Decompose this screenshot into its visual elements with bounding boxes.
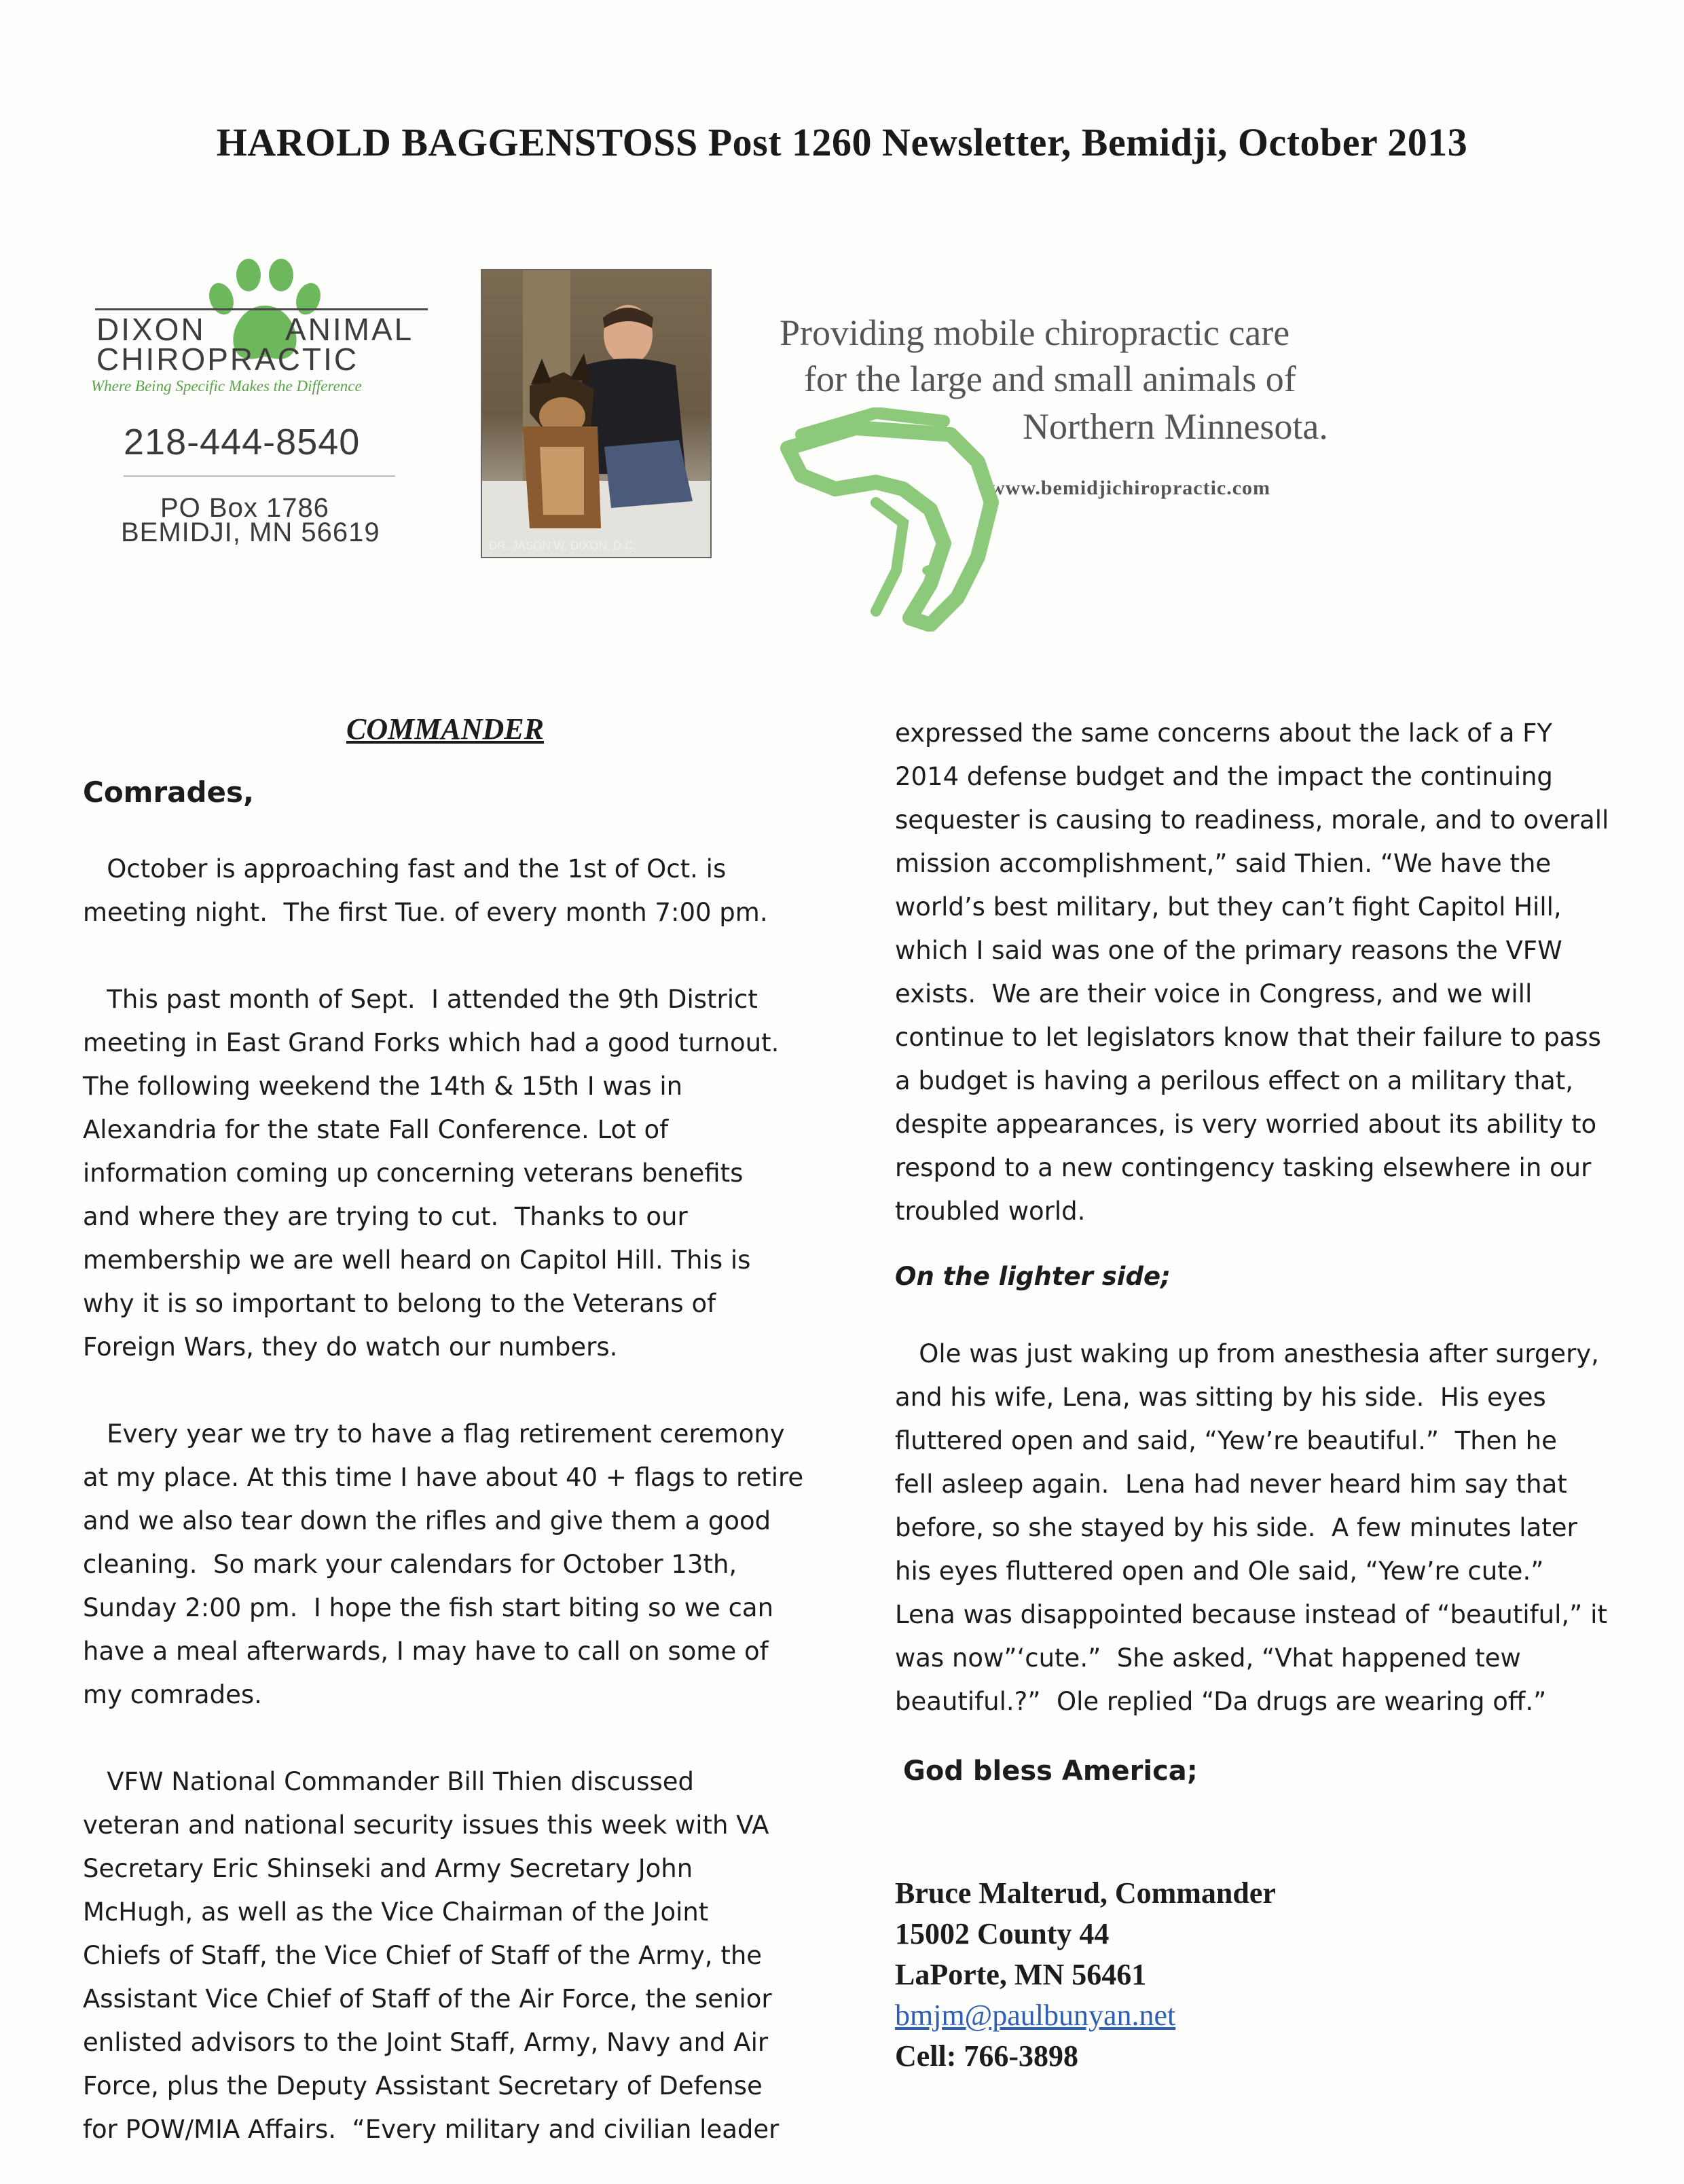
text-line: fell asleep again. Lena had never heard him say that bbox=[895, 1470, 1567, 1499]
text-line: before, so she stayed by his side. A few minutes later bbox=[895, 1513, 1577, 1542]
business-name-animal: ANIMAL bbox=[285, 312, 414, 347]
text-line: continue to let legislators know that their failure to pass bbox=[895, 1023, 1601, 1052]
horse-head-icon bbox=[774, 407, 1005, 632]
text-line: sequester is causing to readiness, morale, and to overall bbox=[895, 805, 1609, 835]
text-line: Every year we try to have a flag retirement ceremony bbox=[83, 1419, 785, 1449]
signature-city: LaPorte, MN 56461 bbox=[895, 1958, 1147, 1991]
text-line: a budget is having a perilous effect on a military that, bbox=[895, 1066, 1574, 1095]
text-line: enlisted advisors to the Joint Staff, Army, Navy and Air bbox=[83, 2028, 769, 2057]
text-line: membership we are well heard on Capitol Hill. This is bbox=[83, 1245, 751, 1275]
text-line: at my place. At this time I have about 40 + flags to retire bbox=[83, 1463, 804, 1492]
text-line: Ole was just waking up from anesthesia after surgery, bbox=[895, 1339, 1599, 1368]
section-heading-commander: COMMANDER bbox=[346, 712, 544, 746]
signature-cell: Cell: 766-3898 bbox=[895, 2039, 1079, 2073]
business-name-chiropractic: CHIROPRACTIC bbox=[96, 342, 359, 377]
text-line: The following weekend the 14th & 15th I was in bbox=[83, 1072, 683, 1101]
logo-divider bbox=[95, 308, 428, 310]
text-line: his eyes fluttered open and Ole said, “Yew’re cute.” bbox=[895, 1557, 1544, 1586]
right-column-top bbox=[895, 712, 1609, 1233]
text-line bbox=[83, 934, 803, 978]
lighter-side-heading: On the lighter side; bbox=[895, 1262, 1171, 1291]
text-line: expressed the same concerns about the lack of a FY bbox=[895, 718, 1553, 748]
business-city: BEMIDJI, MN 56619 bbox=[121, 517, 380, 547]
text-line: and where they are trying to cut. Thanks to our bbox=[83, 1202, 688, 1231]
text-line: and his wife, Lena, was sitting by his side. His eyes bbox=[895, 1383, 1546, 1412]
text-line: meeting night. The first Tue. of every month 7:00 pm. bbox=[83, 898, 768, 927]
text-line: despite appearances, is very worried about its ability to bbox=[895, 1110, 1597, 1139]
closing-blessing: God bless America; bbox=[903, 1755, 1198, 1787]
text-line: was now”‘cute.” She asked, “Vhat happened tew bbox=[895, 1643, 1521, 1673]
text-line bbox=[83, 1369, 803, 1413]
text-line: 2014 defense budget and the impact the continuing bbox=[895, 762, 1553, 791]
text-line: October is approaching fast and the 1st of Oct. is bbox=[83, 854, 727, 884]
signature-street: 15002 County 44 bbox=[895, 1917, 1110, 1950]
text-line: Foreign Wars, they do watch our numbers. bbox=[83, 1332, 618, 1362]
text-line: world’s best military, but they can’t fight Capitol Hill, bbox=[895, 892, 1562, 922]
photo-caption: DR. JASON W. DIXON, D.C. bbox=[489, 539, 637, 552]
text-line: respond to a new contingency tasking elsewhere in our bbox=[895, 1153, 1592, 1182]
text-line: veteran and national security issues this week with VA bbox=[83, 1810, 769, 1840]
slogan-line-2: for the large and small animals of bbox=[804, 359, 1296, 399]
text-line: Secretary Eric Shinseki and Army Secretary John bbox=[83, 1854, 693, 1883]
text-line: cleaning. So mark your calendars for October 13th, bbox=[83, 1550, 737, 1579]
text-line: why it is so important to belong to the Veterans of bbox=[83, 1289, 716, 1318]
text-line bbox=[83, 1717, 803, 1760]
text-line: for POW/MIA Affairs. “Every military and civilian leader bbox=[83, 2115, 780, 2144]
text-line: have a meal afterwards, I may have to call on some of bbox=[83, 1637, 769, 1666]
business-po-box: PO Box 1786 bbox=[160, 493, 329, 523]
text-line: fluttered open and said, “Yew’re beautiful.” Then he bbox=[895, 1426, 1557, 1455]
text-line: which I said was one of the primary reasons the VFW bbox=[895, 936, 1562, 965]
text-line: beautiful.?” Ole replied “Da drugs are wearing off.” bbox=[895, 1687, 1547, 1716]
doctor-photo bbox=[481, 269, 712, 558]
text-line: VFW National Commander Bill Thien discussed bbox=[83, 1767, 694, 1796]
text-line: meeting in East Grand Forks which had a good turnout. bbox=[83, 1028, 780, 1057]
text-line: Assistant Vice Chief of Staff of the Air Force, the senior bbox=[83, 1984, 772, 2014]
text-line: Force, plus the Deputy Assistant Secretary of Defense bbox=[83, 2071, 763, 2100]
website-url: www.bemidjichiropractic.com bbox=[990, 477, 1271, 499]
doctor-with-dog-image bbox=[482, 270, 710, 557]
text-line: and we also tear down the rifles and give them a good bbox=[83, 1506, 771, 1535]
business-name-dixon: DIXON bbox=[96, 312, 206, 347]
text-line: McHugh, as well as the Vice Chairman of the Joint bbox=[83, 1897, 709, 1927]
phone-divider bbox=[124, 475, 395, 477]
signature-name: Bruce Malterud, Commander bbox=[895, 1876, 1276, 1910]
text-line: Sunday 2:00 pm. I hope the fish start biting so we can bbox=[83, 1593, 774, 1622]
text-line: information coming up concerning veterans benefits bbox=[83, 1159, 744, 1188]
page-title: HAROLD BAGGENSTOSS Post 1260 Newsletter, Bemidji, October 2013 bbox=[216, 120, 1468, 164]
right-column-bottom bbox=[895, 1332, 1607, 1724]
left-column bbox=[83, 848, 803, 2151]
text-line: Alexandria for the state Fall Conference. Lot of bbox=[83, 1115, 669, 1144]
greeting: Comrades, bbox=[83, 776, 254, 809]
text-line: Chiefs of Staff, the Vice Chief of Staff of the Army, the bbox=[83, 1941, 763, 1970]
slogan-line-3: Northern Minnesota. bbox=[1023, 406, 1328, 447]
business-phone: 218-444-8540 bbox=[124, 422, 361, 462]
text-line: Lena was disappointed because instead of “beautiful,” it bbox=[895, 1600, 1607, 1629]
text-line: troubled world. bbox=[895, 1197, 1086, 1226]
text-line: mission accomplishment,” said Thien. “We have the bbox=[895, 849, 1552, 878]
signature-email-link[interactable]: bmjm@paulbunyan.net bbox=[895, 1999, 1176, 2032]
text-line: my comrades. bbox=[83, 1680, 262, 1709]
text-line: exists. We are their voice in Congress, and we will bbox=[895, 979, 1533, 1008]
slogan-line-1: Providing mobile chiropractic care bbox=[780, 312, 1290, 353]
business-tagline: Where Being Specific Makes the Difference bbox=[91, 378, 362, 395]
text-line: This past month of Sept. I attended the 9th District bbox=[83, 985, 758, 1014]
